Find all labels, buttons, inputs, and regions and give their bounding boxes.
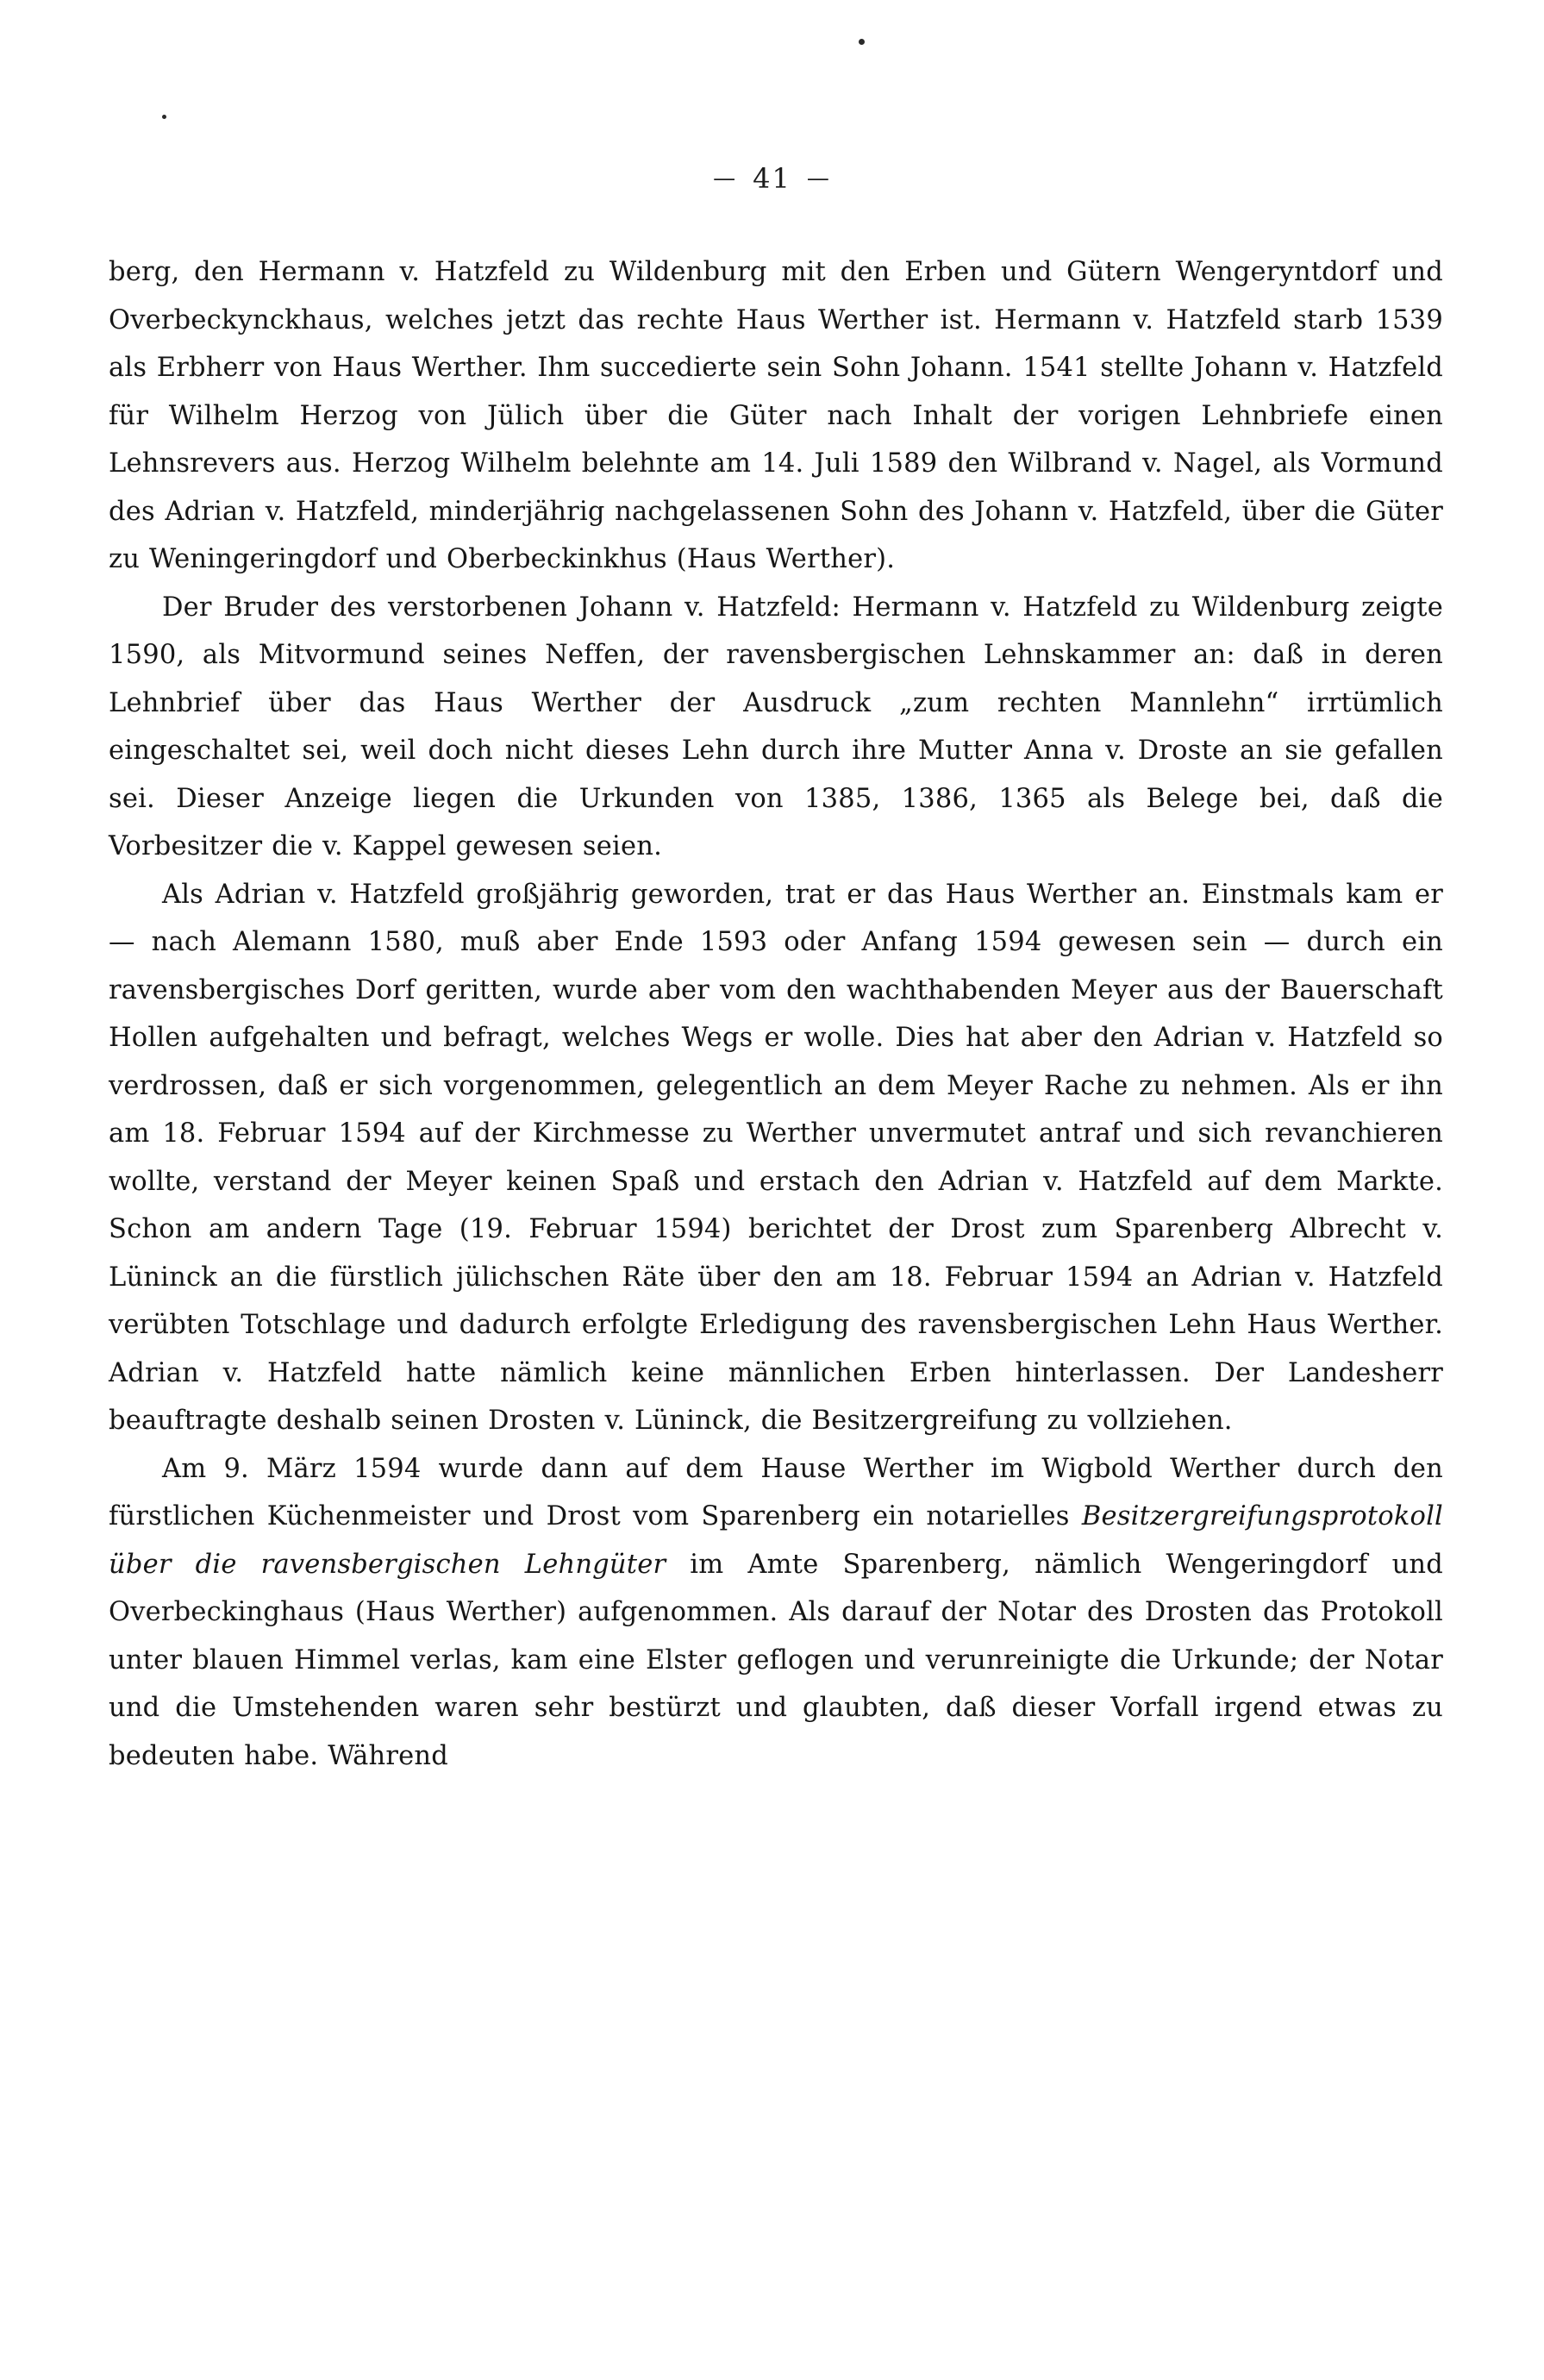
paragraph-segment: im Amte Sparenberg, nämlich Wengeringdorf und Overbeckinghaus (Haus Werther) aufgenommen. Als darauf der Notar des Drosten das Protokoll unter blauen Himmel verlas, kam eine Elster geflogen und verunreinigte die Urkunde; der Notar und die Umstehenden waren sehr bestürzt und glaubten, daß dieser Vorfall irgend etwas zu bedeuten habe. Während xyxy=(109,1549,1443,1771)
body-text xyxy=(109,248,1443,1780)
page-number xyxy=(0,162,1544,195)
paragraph: berg, den Hermann v. Hatzfeld zu Wildenburg mit den Erben und Gütern Wengeryntdorf und Overbeckynckhaus, welches jetzt das rechte Haus Werther ist. Hermann v. Hatzfeld starb 1539 als Erbherr von Haus Werther. Ihm succedierte sein Sohn Johann. 1541 stellte Johann v. Hatzfeld für Wilhelm Herzog von Jülich über die Güter nach Inhalt der vorigen Lehnbriefe einen Lehnsrevers aus. Herzog Wilhelm belehnte am 14. Juli 1589 den Wilbrand v. Nagel, als Vormund des Adrian v. Hatzfeld, minderjährig nachgelassenen Sohn des Johann v. Hatzfeld, über die Güter zu Weningeringdorf und Oberbeckinkhus (Haus Werther). xyxy=(109,257,1443,574)
paragraph: Als Adrian v. Hatzfeld großjährig geworden, trat er das Haus Werther an. Einstmals kam er — nach Alemann 1580, muß aber Ende 1593 oder Anfang 1594 gewesen sein — durch ein ravensbergisches Dorf geritten, wurde aber vom den wachthabenden Meyer aus der Bauerschaft Hollen aufgehalten und befragt, welches Wegs er wolle. Dies hat aber den Adrian v. Hatzfeld so verdrossen, daß er sich vorgenommen, gelegentlich an dem Meyer Rache zu nehmen. Als er ihn am 18. Februar 1594 auf der Kirchmesse zu Werther unvermutet antraf und sich revanchieren wollte, verstand der Meyer keinen Spaß und erstach den Adrian v. Hatzfeld auf dem Markte. Schon am andern Tage (19. Februar 1594) berichtet der Drost zum Sparenberg Albrecht v. Lüninck an die fürstlich jülichschen Räte über den am 18. Februar 1594 an Adrian v. Hatzfeld verübten Totschlage und dadurch erfolgte Erledigung des ravensbergischen Lehn Haus Werther. Adrian v. Hatzfeld hatte nämlich keine männlichen Erben hinterlassen. Der Landesherr beauftragte deshalb seinen Drosten v. Lüninck, die Besitzergreifung zu vollziehen. xyxy=(109,879,1443,1436)
page-number-dash-left: — xyxy=(713,166,738,191)
paragraph-segment: Am 9. März 1594 wurde dann auf dem Hause Werther im Wigbold Werther durch den fürstlichen Küchenmeister und Drost vom Sparenberg ein notarielles xyxy=(109,1453,1443,1531)
paragraph xyxy=(109,1445,1443,1781)
page-number-dash-right: — xyxy=(806,166,831,191)
paragraph-segment-italic: Besitzergreifungsprotokoll über die ravensbergischen Lehngüter xyxy=(109,1501,1443,1580)
page-speck-top xyxy=(859,39,865,45)
page-speck-margin xyxy=(162,115,166,119)
paragraph: Der Bruder des verstorbenen Johann v. Hatzfeld: Hermann v. Hatzfeld zu Wildenburg zeigte 1590, als Mitvormund seines Neffen, der ravensbergischen Lehnskammer an: daß in deren Lehnbrief über das Haus Werther der Ausdruck „zum rechten Mannlehn“ irrtümlich eingeschaltet sei, weil doch nicht dieses Lehn durch ihre Mutter Anna v. Droste an sie gefallen sei. Dieser Anzeige liegen die Urkunden von 1385, 1386, 1365 als Belege bei, daß die Vorbesitzer die v. Kappel gewesen seien. xyxy=(109,592,1443,861)
page-number-value: 41 xyxy=(753,162,791,195)
